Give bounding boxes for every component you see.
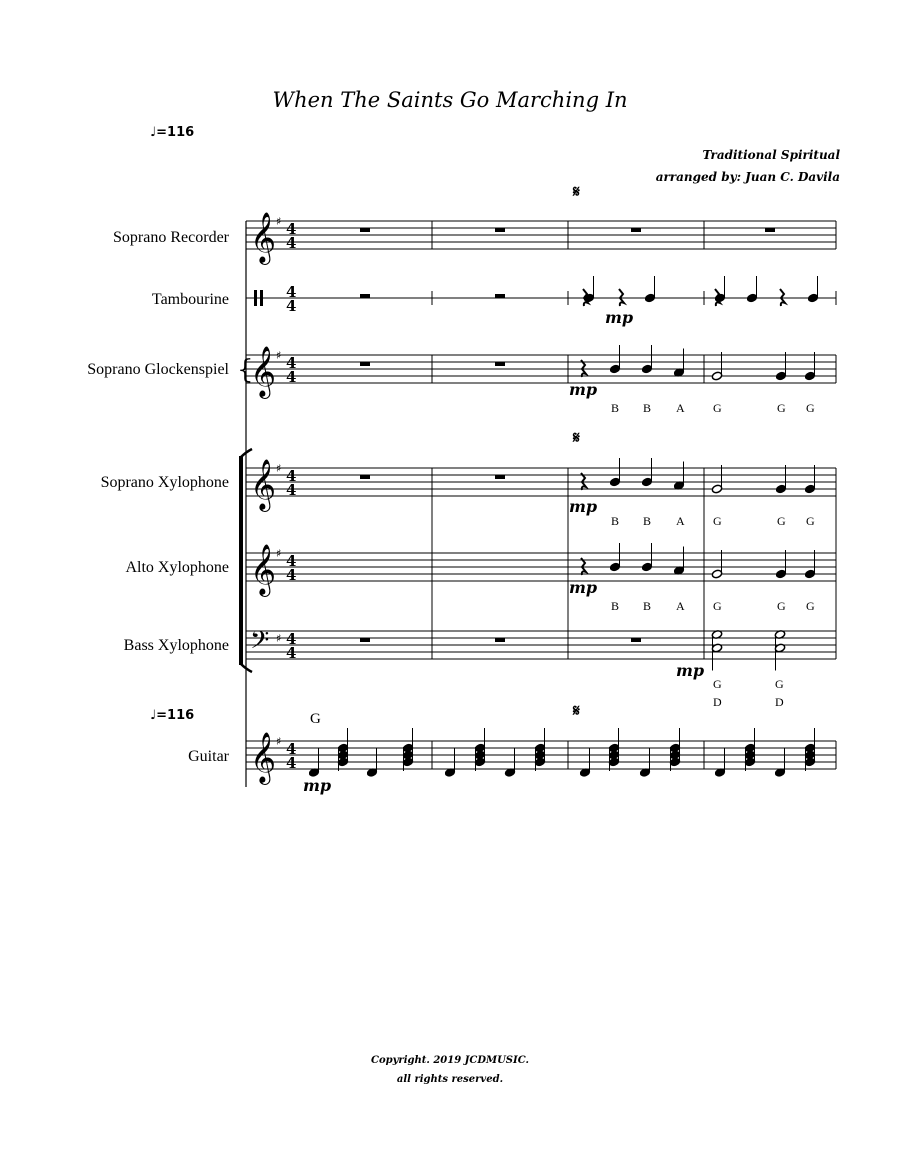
note-head	[474, 743, 485, 753]
time-signature-lower: 4	[286, 481, 297, 499]
dynamic-alto-xylophone: mp	[569, 578, 598, 597]
note-head	[775, 484, 786, 494]
time-signature-upper: 4	[286, 552, 297, 570]
whole-rest	[495, 228, 505, 232]
instrument-name-alto-xylophone: Alto Xylophone	[125, 559, 229, 576]
time-signature-upper: 4	[286, 740, 297, 758]
whole-rest	[360, 362, 370, 366]
note-name: G	[713, 599, 722, 613]
tempo-marking-guitar: ♩=116	[150, 708, 195, 723]
time-signature-upper: 4	[286, 354, 297, 372]
time-signature-lower: 4	[286, 566, 297, 584]
time-signature-upper: 4	[286, 283, 297, 301]
note-name: B	[611, 401, 620, 415]
note-name: B	[611, 599, 620, 613]
treble-clef: 𝄞	[250, 732, 277, 783]
instrument-name-tambourine: Tambourine	[151, 291, 229, 308]
note-name: G	[806, 401, 815, 415]
tempo-marking: ♩=116	[150, 125, 195, 140]
note-name: G	[713, 401, 722, 415]
whole-rest	[631, 638, 641, 642]
chord-symbol: G	[310, 711, 321, 727]
percussion-clef	[260, 290, 263, 306]
quarter-rest	[780, 289, 785, 306]
quarter-rest	[581, 473, 586, 490]
note-head	[775, 569, 786, 579]
note-head	[711, 371, 722, 381]
glockenspiel-brace: {	[237, 355, 254, 385]
whole-rest	[495, 294, 505, 298]
whole-rest	[360, 638, 370, 642]
segno-mark: 𝄋	[573, 428, 580, 447]
rights-notice: all rights reserved.	[396, 1074, 504, 1085]
note-name: A	[676, 514, 685, 528]
dynamic-guitar: mp	[303, 776, 332, 795]
note-head	[609, 477, 620, 487]
time-signature-lower: 4	[286, 368, 297, 386]
note-name: G	[777, 599, 786, 613]
note-head	[534, 743, 545, 753]
time-signature-lower: 4	[286, 297, 297, 315]
percussion-clef	[254, 290, 257, 306]
whole-rest	[360, 228, 370, 232]
note-head	[804, 484, 815, 494]
dynamic-glockenspiel: mp	[569, 380, 598, 399]
note-head	[711, 484, 722, 494]
note-head	[609, 364, 620, 374]
copyright: Copyright. 2019 JCDMUSIC.	[371, 1055, 529, 1066]
sharp-sign: ♯	[276, 462, 282, 475]
note-head	[669, 743, 680, 753]
time-signature-upper: 4	[286, 220, 297, 238]
note-name: B	[643, 514, 652, 528]
treble-clef: 𝄞	[250, 212, 277, 263]
note-head	[641, 477, 652, 487]
note-head	[804, 743, 815, 753]
note-name: B	[643, 599, 652, 613]
note-name: A	[676, 599, 685, 613]
time-signature-lower: 4	[286, 234, 297, 252]
arranger: arranged by: Juan C. Davila	[655, 170, 840, 184]
time-signature-upper: 4	[286, 467, 297, 485]
whole-rest	[495, 638, 505, 642]
treble-clef: 𝄞	[250, 544, 277, 595]
quarter-rest	[581, 360, 586, 377]
dynamic-tambourine: mp	[605, 308, 634, 327]
note-name: G	[777, 401, 786, 415]
note-head	[609, 562, 620, 572]
note-head	[714, 293, 725, 303]
note-head	[711, 569, 722, 579]
instrument-name-soprano-glockenspiel: Soprano Glockenspiel	[87, 361, 229, 378]
quarter-rest	[619, 289, 624, 306]
note-head	[775, 371, 786, 381]
note-name: G	[806, 514, 815, 528]
note-head	[746, 293, 757, 303]
note-name: B	[611, 514, 620, 528]
note-head	[804, 569, 815, 579]
instrument-name-soprano-recorder: Soprano Recorder	[113, 229, 229, 246]
whole-rest	[495, 362, 505, 366]
note-head	[641, 562, 652, 572]
sharp-sign: ♯	[276, 349, 282, 362]
composer: Traditional Spiritual	[702, 148, 840, 162]
note-name: A	[676, 401, 685, 415]
sharp-sign: ♯	[276, 632, 282, 645]
note-head	[807, 293, 818, 303]
instrument-name-guitar: Guitar	[188, 748, 229, 765]
note-head	[402, 743, 413, 753]
note-head	[641, 364, 652, 374]
score-title: When The Saints Go Marching In	[272, 88, 628, 112]
dynamic-soprano-xylophone: mp	[569, 497, 598, 516]
note-name: G	[806, 599, 815, 613]
instrument-name-soprano-xylophone: Soprano Xylophone	[100, 474, 229, 491]
note-name: G	[775, 677, 784, 691]
time-signature-lower: 4	[286, 644, 297, 662]
staves	[246, 221, 836, 769]
quarter-rest	[581, 558, 586, 575]
whole-rest	[360, 294, 370, 298]
whole-rest	[631, 228, 641, 232]
treble-clef: 𝄞	[250, 346, 277, 397]
whole-rest	[765, 228, 775, 232]
note-head	[804, 371, 815, 381]
instrument-name-bass-xylophone: Bass Xylophone	[123, 637, 229, 654]
note-head	[337, 743, 348, 753]
segno-mark: 𝄋	[573, 701, 580, 720]
note-name: G	[713, 514, 722, 528]
notation	[308, 228, 818, 777]
note-name: D	[713, 695, 722, 709]
time-signature-lower: 4	[286, 754, 297, 772]
sharp-sign: ♯	[276, 735, 282, 748]
note-name: D	[775, 695, 784, 709]
bass-clef: 𝄢	[250, 626, 270, 661]
note-name: G	[713, 677, 722, 691]
note-name: B	[643, 401, 652, 415]
time-signature-upper: 4	[286, 630, 297, 648]
sharp-sign: ♯	[276, 215, 282, 228]
whole-rest	[495, 475, 505, 479]
sharp-sign: ♯	[276, 547, 282, 560]
note-head	[608, 743, 619, 753]
note-head	[644, 293, 655, 303]
note-head	[583, 293, 594, 303]
treble-clef: 𝄞	[250, 459, 277, 510]
whole-rest	[360, 475, 370, 479]
note-name: G	[777, 514, 786, 528]
note-head	[744, 743, 755, 753]
segno-mark: 𝄋	[573, 182, 580, 201]
dynamic-bass-xylophone: mp	[676, 661, 705, 680]
